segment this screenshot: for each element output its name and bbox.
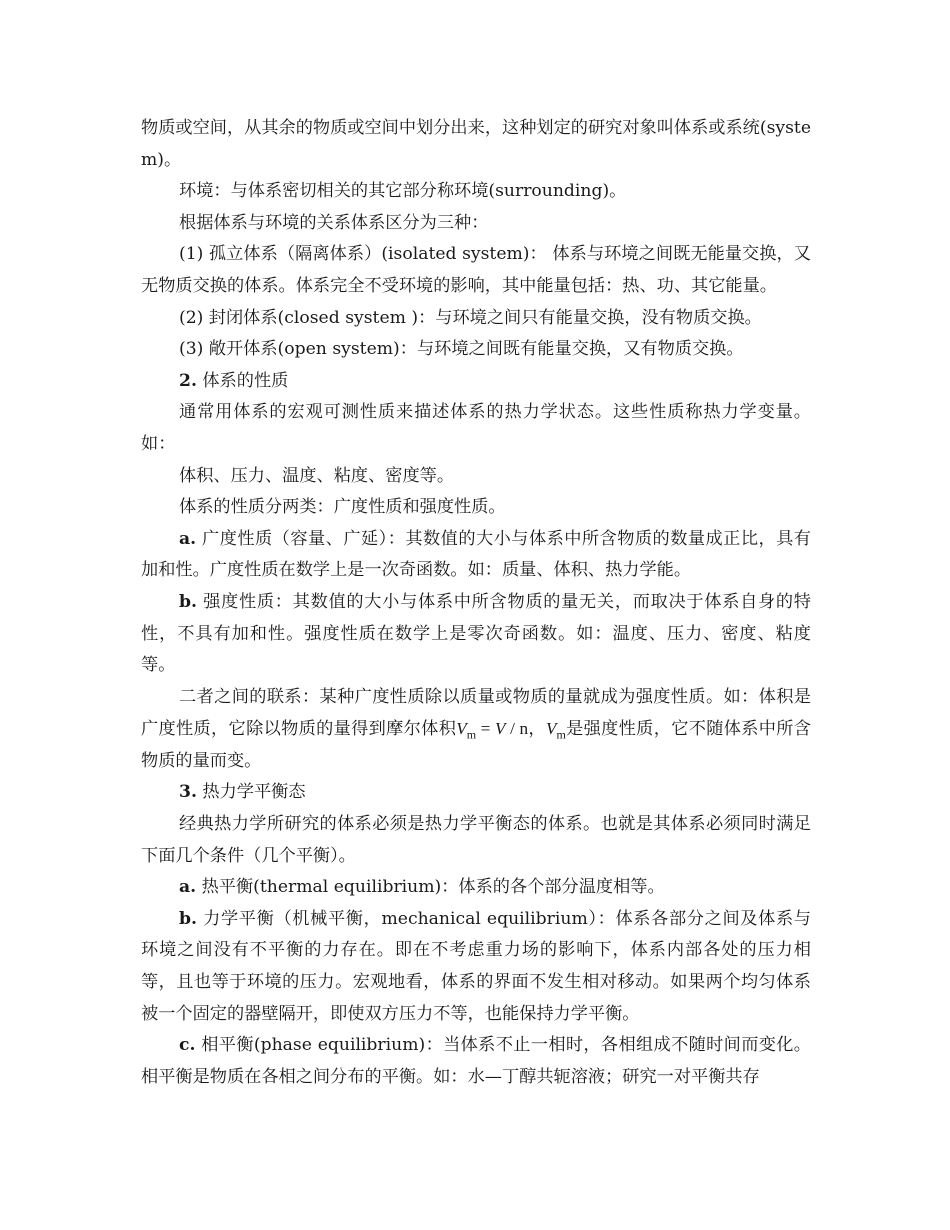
paragraph-property-classes: 体系的性质分两类：广度性质和强度性质。 — [179, 497, 506, 518]
math-subscript: m — [556, 727, 566, 742]
math-variable: V — [456, 719, 467, 739]
paragraph-relationship — [141, 682, 811, 778]
paragraph-thermo-variables: 通常用体系的宏观可测性质来描述体系的热力学状态。这些性质称热力学变量。如： — [141, 402, 811, 454]
item-text: 热平衡(thermal equilibrium)：体系的各个部分温度相等。 — [196, 877, 665, 898]
section-heading-equilibrium — [141, 777, 811, 809]
paragraph-system-definition: 物质或空间，从其余的物质或空间中划分出来，这种划定的研究对象叫体系或系统(system)。 — [141, 118, 811, 170]
math-operator: / n， — [505, 719, 546, 739]
text-run: 是强度性质，它不随体系中所含物质的量而变。 — [141, 719, 811, 771]
section-number: 3. — [179, 782, 197, 803]
paragraph-extensive-property — [141, 524, 811, 587]
item-text: 相平衡(phase equilibrium)：当体系不止一相时，各相组成不随时间而变化。相平衡是物质在各相之间分布的平衡。如：水—丁醇共轭溶液；研究一对平衡共存 — [141, 1035, 811, 1087]
item-text: 力学平衡（机械平衡，mechanical equilibrium）：体系各部分之间及体系与环境之间没有不平衡的力存在。即在不考虑重力场的影响下，体系内部各处的压力相等，且也等于环境的压力。宏观地看，体系的界面不发生相对移动。如果两个均匀体系被一个固定的器壁隔开，即使双方压力不等，也能保持力学平衡。 — [141, 908, 811, 1024]
math-variable: V — [545, 719, 557, 739]
paragraph-mechanical-equilibrium — [141, 904, 811, 1030]
paragraph-intensive-property — [141, 587, 811, 682]
item-label: a. — [179, 877, 197, 898]
item-label: c. — [179, 1035, 196, 1056]
paragraph-thermal-equilibrium — [141, 872, 811, 904]
item-label: b. — [179, 908, 198, 929]
math-subscript: m — [466, 727, 477, 742]
paragraph-closed-system: (2) 封闭体系(closed system )：与环境之间只有能量交换，没有物质交换。 — [179, 307, 762, 328]
document-page — [141, 113, 811, 1093]
paragraph-phase-equilibrium — [141, 1030, 811, 1093]
item-label: b. — [179, 591, 198, 612]
paragraph-isolated-system: (1) 孤立体系（隔离体系）(isolated system)： 体系与环境之间既无能量交换，又无物质交换的体系。体系完全不受环境的影响，其中能量包括：热、功、其它能量。 — [141, 244, 811, 296]
molar-volume-formula — [456, 719, 566, 742]
math-operator: = — [476, 719, 495, 739]
section-title: 热力学平衡态 — [196, 782, 306, 803]
section-heading-properties — [141, 366, 811, 398]
math-variable: V — [495, 719, 506, 739]
section-title: 体系的性质 — [196, 370, 289, 391]
paragraph-variable-examples: 体积、压力、温度、粘度、密度等。 — [179, 465, 455, 486]
item-text: 广度性质（容量、广延）：其数值的大小与体系中所含物质的数量成正比，具有加和性。广度性质在数学上是一次奇函数。如：质量、体积、热力学能。 — [141, 528, 811, 581]
paragraph-surrounding: 环境：与体系密切相关的其它部分称环境(surrounding)。 — [179, 181, 627, 202]
item-text: 强度性质：其数值的大小与体系中所含物质的量无关，而取决于体系自身的特性，不具有加和性。强度性质在数学上是零次奇函数。如：温度、压力、密度、粘度等。 — [141, 591, 811, 676]
item-label: a. — [179, 528, 197, 549]
paragraph-equilibrium-conditions: 经典热力学所研究的体系必须是热力学平衡态的体系。也就是其体系必须同时满足下面几个条件（几个平衡）。 — [141, 814, 811, 866]
section-number: 2. — [179, 370, 197, 391]
paragraph-system-types-intro: 根据体系与环境的关系体系区分为三种： — [179, 212, 489, 233]
paragraph-open-system: (3) 敞开体系(open system)：与环境之间既有能量交换，又有物质交换。 — [179, 339, 744, 360]
text-run: 二者之间的联系：某种广度性质除以质量或物质的量就成为强度性质。如：体积是广度性质，它除以物质的量得到摩尔体积 — [141, 686, 811, 740]
